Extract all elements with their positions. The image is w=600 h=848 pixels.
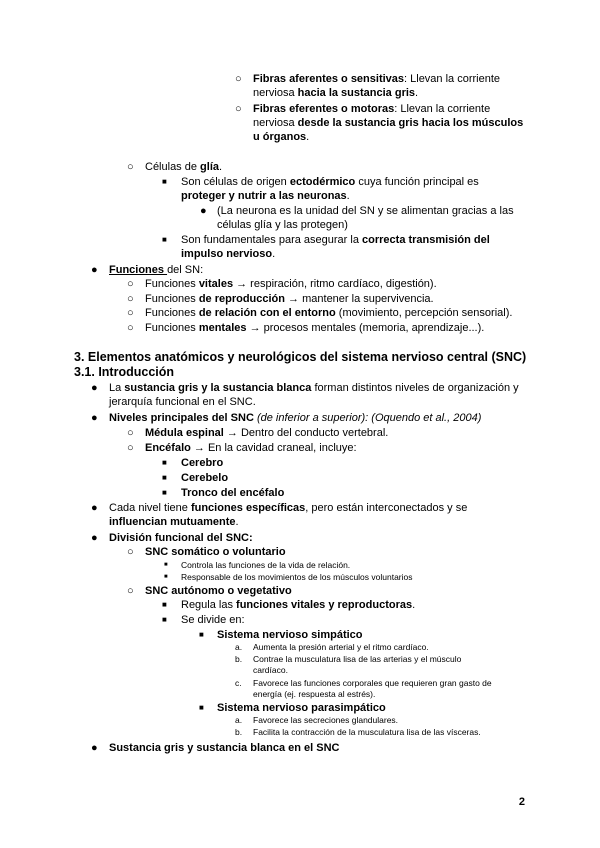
bullet-icon: ● (91, 502, 98, 514)
hollow-bullet-icon: ○ (127, 427, 134, 439)
bullet-icon: ● (200, 205, 207, 217)
list-item: células glía y las protegen) (217, 219, 348, 231)
bullet-icon: ● (91, 382, 98, 394)
section-heading: 3. Elementos anatómicos y neurológicos del sistema nervioso central (SNC) (74, 350, 527, 364)
square-bullet-icon: ■ (162, 600, 167, 609)
list-item: Se divide en: (181, 614, 245, 626)
list-marker: a. (235, 715, 243, 725)
list-item: Cerebelo (181, 472, 229, 484)
list-item: nerviosa desde la sustancia gris hacia los músculos (253, 117, 524, 129)
list-item: Aumenta la presión arterial y el ritmo cardíaco. (253, 642, 429, 652)
list-item: Responsable de los movimientos de los músculos voluntarios (181, 572, 413, 582)
list-item: impulso nervioso. (181, 248, 276, 260)
list-item: Encéfalo → En la cavidad craneal, incluye: (145, 442, 357, 454)
list-item: Fibras eferentes o motoras: Llevan la corriente (253, 103, 491, 115)
list-item: Cada nivel tiene funciones específicas, pero están interconectados y se (109, 502, 468, 514)
list-item: División funcional del SNC: (109, 532, 253, 544)
list-item: Niveles principales del SNC (de inferior a superior): (Oquendo et al., 2004) (109, 412, 482, 424)
hollow-bullet-icon: ○ (127, 307, 134, 319)
list-marker: b. (235, 654, 243, 664)
square-bullet-icon: ■ (162, 177, 167, 186)
square-bullet-icon: ■ (199, 703, 204, 712)
list-item: (La neurona es la unidad del SN y se alimentan gracias a las (217, 205, 514, 217)
list-item: cardíaco. (253, 665, 288, 675)
list-item: Contrae la musculatura lisa de las arterias y el músculo (253, 654, 462, 664)
bullet-icon: ● (91, 412, 98, 424)
page-number: 2 (518, 796, 525, 808)
square-bullet-icon: ■ (162, 458, 167, 467)
list-marker: b. (235, 727, 243, 737)
list-item: Funciones vitales → respiración, ritmo cardíaco, digestión). (145, 278, 437, 290)
hollow-bullet-icon: ○ (127, 278, 134, 290)
bullet-icon: ● (91, 264, 98, 276)
list-item: Funciones de reproducción → mantener la supervivencia. (145, 293, 434, 305)
hollow-bullet-icon: ○ (235, 103, 242, 115)
list-item: Regula las funciones vitales y reproductoras. (181, 599, 416, 611)
list-item: Controla las funciones de la vida de relación. (181, 560, 351, 570)
list-item: Sistema nervioso simpático (217, 629, 363, 641)
square-bullet-icon: ■ (162, 488, 167, 497)
list-item: Fibras aferentes o sensitivas: Llevan la corriente (253, 73, 501, 85)
list-marker: a. (235, 642, 243, 652)
list-item: Cerebro (181, 457, 224, 469)
hollow-bullet-icon: ○ (127, 161, 134, 173)
list-item: proteger y nutrir a las neuronas. (181, 190, 350, 202)
list-item: Funciones mentales → procesos mentales (memoria, aprendizaje...). (145, 322, 485, 334)
list-item: u órganos. (253, 131, 310, 143)
list-item: Tronco del encéfalo (181, 487, 285, 499)
subsection-heading: 3.1. Introducción (74, 365, 175, 379)
list-item: Sustancia gris y sustancia blanca en el SNC (109, 742, 340, 754)
hollow-bullet-icon: ○ (127, 322, 134, 334)
list-item: jerarquía funcional en el SNC. (109, 396, 256, 408)
list-item: Células de glía. (145, 161, 223, 173)
list-marker: c. (235, 678, 242, 688)
bullet-icon: ● (91, 742, 98, 754)
list-item: energía (ej. respuesta al estrés). (253, 689, 376, 699)
bullet-icon: ● (91, 532, 98, 544)
hollow-bullet-icon: ○ (127, 442, 134, 454)
hollow-bullet-icon: ○ (127, 585, 134, 597)
square-bullet-icon: ■ (162, 473, 167, 482)
list-item: Médula espinal → Dentro del conducto vertebral. (145, 427, 389, 439)
list-item: Favorece las funciones corporales que requieren gran gasto de (253, 678, 492, 688)
square-bullet-icon: ■ (164, 562, 168, 568)
square-bullet-icon: ■ (162, 615, 167, 624)
list-item: Sistema nervioso parasimpático (217, 702, 386, 714)
square-bullet-icon: ■ (164, 574, 168, 580)
list-item: influencian mutuamente. (109, 516, 239, 528)
hollow-bullet-icon: ○ (127, 293, 134, 305)
square-bullet-icon: ■ (162, 235, 167, 244)
list-item: Son fundamentales para asegurar la correcta transmisión del (181, 234, 490, 246)
list-item: SNC autónomo o vegetativo (145, 585, 292, 597)
hollow-bullet-icon: ○ (235, 73, 242, 85)
hollow-bullet-icon: ○ (127, 546, 134, 558)
list-item: Funciones de relación con el entorno (movimiento, percepción sensorial). (145, 307, 513, 319)
list-item: Favorece las secreciones glandulares. (253, 715, 399, 725)
list-item: Son células de origen ectodérmico cuya función principal es (181, 176, 479, 188)
list-item: La sustancia gris y la sustancia blanca forman distintos niveles de organización y (109, 382, 519, 394)
list-item: SNC somático o voluntario (145, 546, 286, 558)
list-item: Facilita la contracción de la musculatura lisa de las vísceras. (253, 727, 481, 737)
list-item: Funciones del SN: (109, 264, 204, 276)
square-bullet-icon: ■ (199, 630, 204, 639)
list-item: nerviosa hacia la sustancia gris. (253, 87, 419, 99)
